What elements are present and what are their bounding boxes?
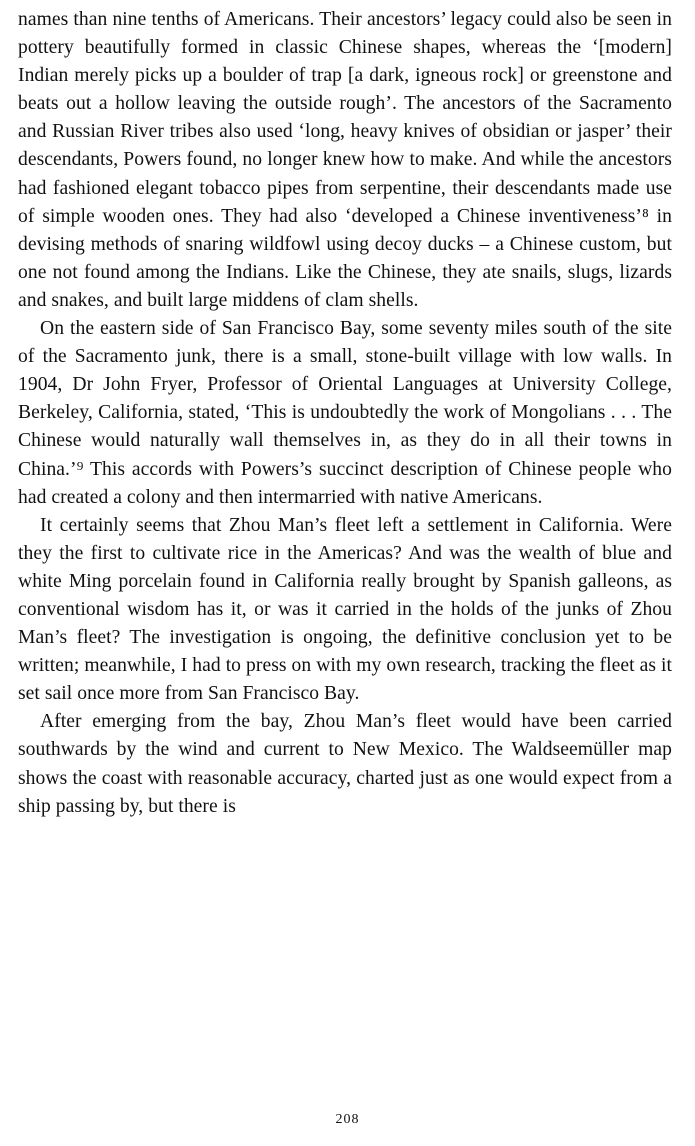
paragraph-4: After emerging from the bay, Zhou Man’s fleet would have been carried southwards by the wind and current to New Mexico. The Waldseemüller map shows the coast with reasonable accuracy, charted just as one would expect from a ship passing by, but there is (18, 711, 672, 817)
paragraph-3: It certainly seems that Zhou Man’s fleet left a settlement in California. Were they the first to cultivate rice in the Americas? And was the wealth of blue and white Ming porcelain found in California really brought by Spanish galleons, as conventional wisdom has it, or was it carried in the holds of the junks of Zhou Man’s fleet? The investigation is ongoing, the definitive conclusion yet to be written; meanwhile, I had to press on with my own research, tracking the fleet as it set sail once more from San Francisco Bay. (18, 514, 672, 705)
paragraph-1: names than nine tenths of Americans. Their ancestors’ legacy could also be seen in pottery beautifully formed in classic Chinese shapes, whereas the ‘[modern] Indian merely picks up a boulder of trap [a dark, igneous rock] or greenstone and beats out a hollow leaving the outside rough’. The ancestors of the Sacramento and Russian River tribes also used ‘long, heavy knives of obsidian or jasper’ their descendants, Powers found, no longer knew how to make. And while the ancestors had fashioned elegant tobacco pipes from serpentine, their descendants made use of simple wooden ones. They had also ‘developed a Chinese inventiveness’⁸ in devising methods of snaring wildfowl using decoy ducks – a Chinese custom, but one not found among the Indians. Like the Chinese, they ate snails, slugs, lizards and snakes, and built large middens of clam shells. (18, 9, 672, 311)
book-page-body (18, 6, 672, 821)
paragraph-2: On the eastern side of San Francisco Bay, some seventy miles south of the site of the Sacramento junk, there is a small, stone-built village with low walls. In 1904, Dr John Fryer, Professor of Oriental Languages at University College, Berkeley, California, stated, ‘This is undoubtedly the work of Mongolians . . . The Chinese would naturally wall themselves in, as they do in all their towns in China.’⁹ This accords with Powers’s succinct description of Chinese people who had created a colony and then intermarried with native Americans. (18, 318, 672, 508)
page-number: 208 (335, 1112, 360, 1127)
